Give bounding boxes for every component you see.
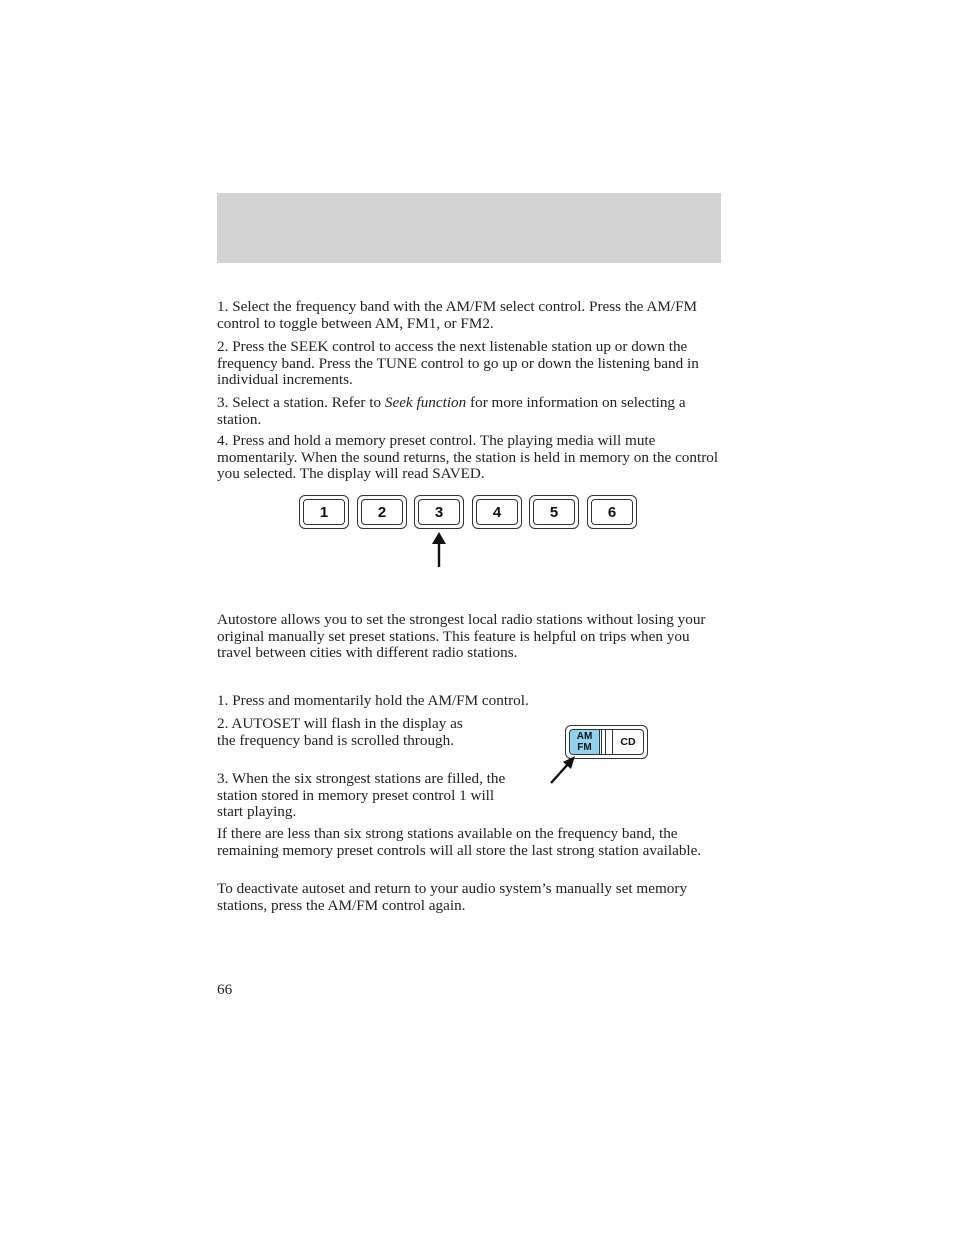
autostore-intro-text: Autostore allows you to set the strongest local radio stations without losing your original manually set preset stations. This feature is helpful on trips when you travel between cities with different radio stations. [217, 611, 706, 661]
preset-button-row [299, 495, 639, 531]
preset-button-6[interactable] [587, 495, 637, 529]
section-header-band [217, 193, 721, 263]
autostore-step-2-text: 2. AUTOSET will flash in the display as the frequency band is scrolled through. [217, 715, 463, 749]
preset-button-2[interactable] [357, 495, 407, 529]
arrow-pointer-icon [548, 754, 578, 786]
button-divider [601, 730, 613, 754]
preset-label-3: 3 [418, 499, 460, 525]
step-3-prefix: 3. Select a station. Refer to [217, 394, 385, 411]
autostore-step-3-text: 3. When the six strongest stations are filled, the station stored in memory preset control 1 will start playing. [217, 770, 506, 820]
preset-label-4: 4 [476, 499, 518, 525]
cd-button[interactable] [613, 730, 643, 754]
preset-button-1[interactable] [299, 495, 349, 529]
preset-button-5[interactable] [529, 495, 579, 529]
am-label: AM [576, 731, 593, 742]
band-select-inner [569, 729, 644, 755]
step-2-text: 2. Press the SEEK control to access the next listenable station up or down the frequency band. Press the TUNE control to go up or down the listening band in individual increments. [217, 338, 699, 388]
step-3-text [217, 395, 721, 428]
preset-label-6: 6 [591, 499, 633, 525]
autostore-step-1-text: 1. Press and momentarily hold the AM/FM control. [217, 692, 529, 709]
step-4-text: 4. Press and hold a memory preset control. The playing media will mute momentarily. When the sound returns, the station is held in memory on the control you selected. The display will read SAVED. [217, 432, 719, 482]
preset-label-1: 1 [303, 499, 345, 525]
seek-function-reference: Seek function [384, 394, 467, 411]
autostore-note-1-text: If there are less than six strong stations available on the frequency band, the remaining memory preset controls will all store the last strong station available. [217, 825, 702, 859]
arrow-up-icon [429, 531, 449, 569]
preset-button-3[interactable] [414, 495, 464, 529]
preset-label-2: 2 [361, 499, 403, 525]
cd-label: CD [620, 736, 636, 748]
am-fm-button[interactable] [570, 730, 600, 754]
preset-button-4[interactable] [472, 495, 522, 529]
step-1-text: 1. Select the frequency band with the AM/FM select control. Press the AM/FM control to toggle between AM, FM1, or FM2. [217, 298, 698, 332]
page-number: 66 [217, 981, 233, 998]
fm-label: FM [577, 742, 592, 753]
step-3-suffix: for more information on selecting a station. [217, 394, 686, 428]
autostore-note-2-text: To deactivate autoset and return to your audio system’s manually set memory stations, press the AM/FM control again. [217, 880, 688, 914]
preset-label-5: 5 [533, 499, 575, 525]
